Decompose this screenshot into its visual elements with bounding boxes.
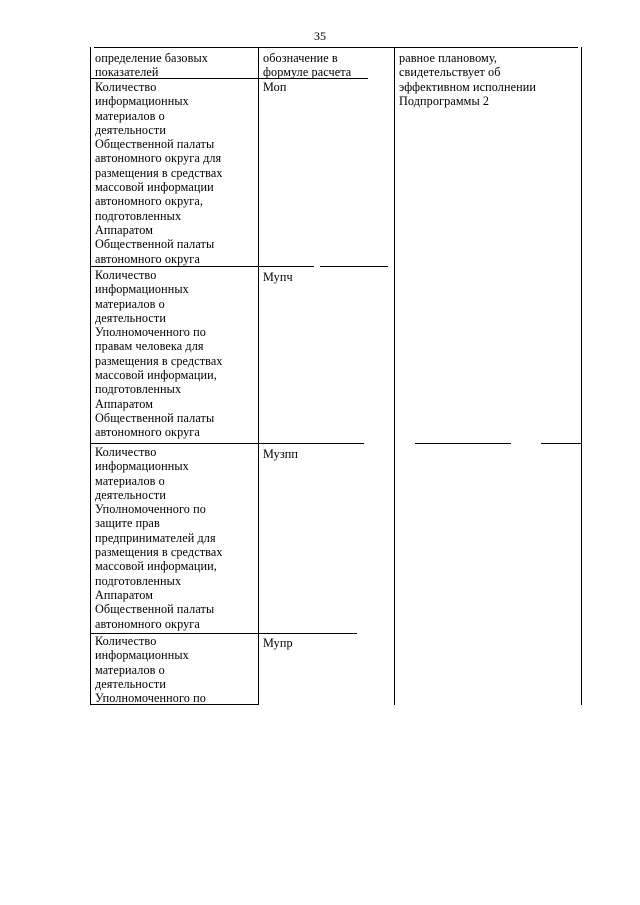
header-result-note: равное плановому, свидетельствует об эффективном исполнении Подпрограммы 2 [399, 51, 536, 108]
column-divider-1 [258, 47, 259, 705]
row-description: Количество информационных материалов о деятельности Уполномоченного по [95, 634, 206, 706]
header-formula-symbol: обозначение в формуле расчета [263, 51, 352, 80]
row-description: Количество информационных материалов о деятельности Общественной палаты автономного округа для размещения в средствах массовой информации автономного округа, подготовленных Аппаратом Общественной палаты автономного округа [95, 80, 223, 266]
row-divider-2-col3b [541, 443, 581, 444]
table-top-border [94, 47, 578, 48]
page-number: 35 [314, 29, 326, 43]
table-left-border [90, 47, 91, 705]
row-symbol: Моп [263, 80, 287, 94]
row-description: Количество информационных материалов о деятельности Уполномоченного по правам человека для размещения в средствах массовой информации, подготовленных Аппаратом Общественной палаты автономного округа [95, 268, 223, 440]
column-divider-2 [394, 47, 395, 705]
row-symbol: Мупр [263, 636, 293, 650]
table-right-border [581, 47, 582, 705]
row-symbol: Музпп [263, 447, 298, 461]
row-divider-2 [90, 443, 364, 444]
row-divider-2-col3 [415, 443, 511, 444]
header-base-indicators: определение базовых показателей [95, 51, 208, 80]
row-divider-1 [90, 266, 314, 267]
row-divider-1-ext [320, 266, 388, 267]
row-symbol: Мупч [263, 270, 293, 284]
row-description: Количество информационных материалов о деятельности Уполномоченного по защите прав предпринимателей для размещения в средствах массовой информации, подготовленных Аппаратом Общественной палаты автономного округа [95, 445, 223, 631]
